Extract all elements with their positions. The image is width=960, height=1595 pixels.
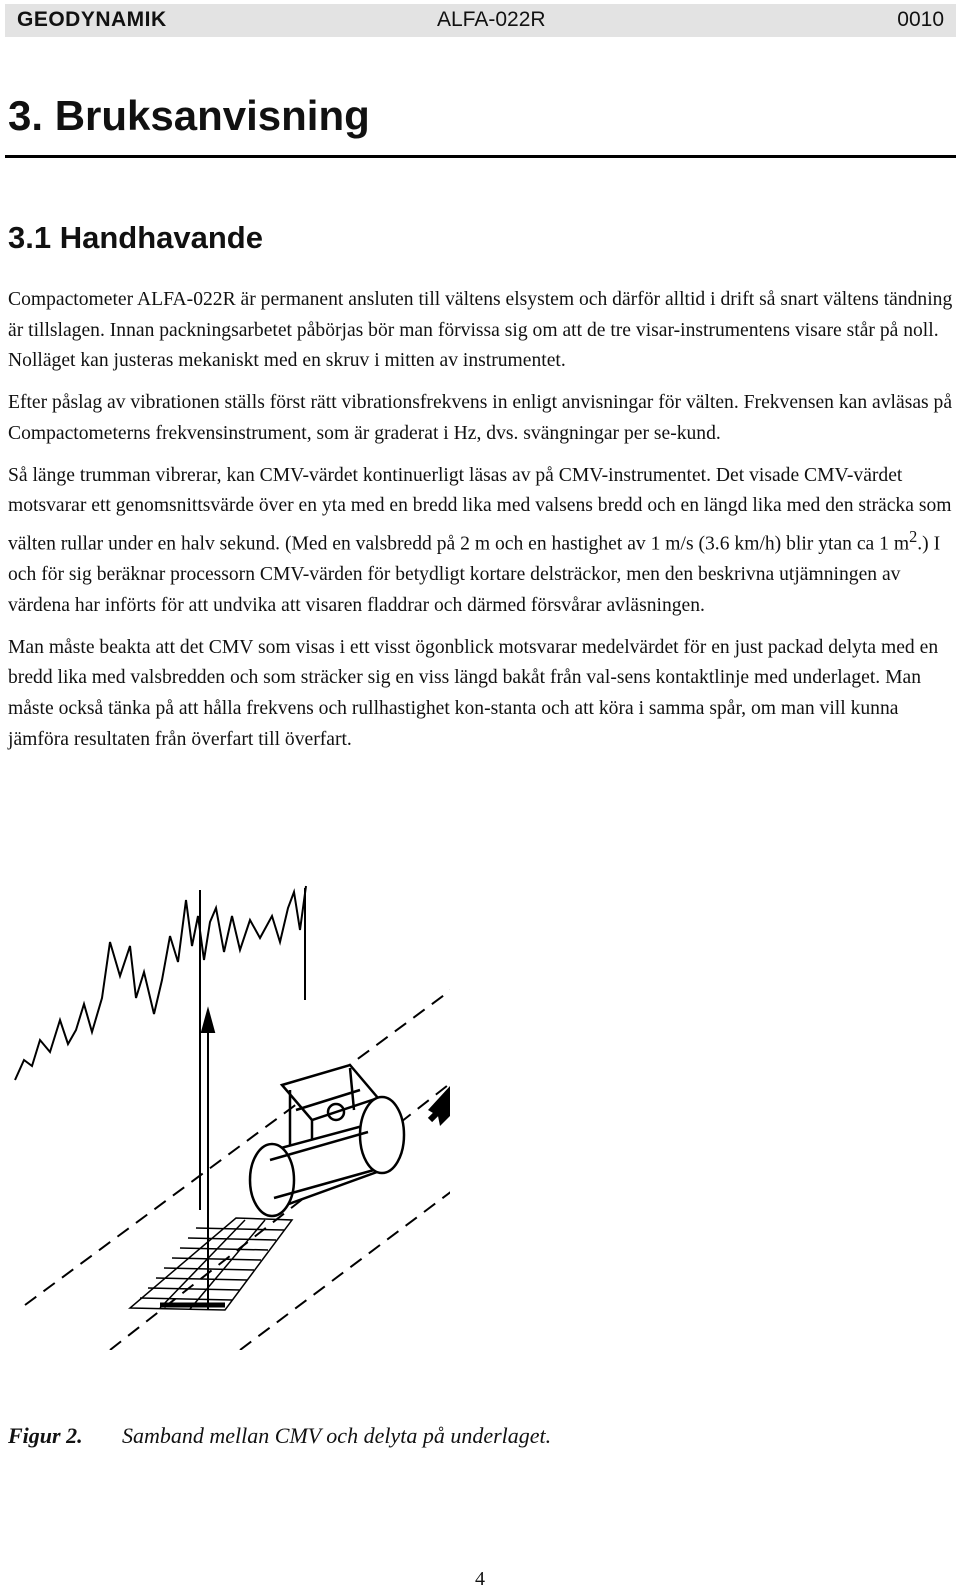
model-name: ALFA-022R	[437, 8, 546, 31]
section-title: 3.1 Handhavande	[8, 220, 263, 255]
page-number: 4	[475, 1568, 485, 1590]
company-name: GEODYNAMIK	[17, 8, 167, 31]
paragraph-3-part-1: Så länge trumman vibrerar, kan CMV-värdet kontinuerligt läsas av på CMV-instrumentet. Det visade CMV-värdet motsvarar ett genomsnittsvärde över en yta med en bredd lika med valsens bredd och en längd lika med den sträcka som välten rullar under en halv sekund. (Med en valsbredd på 2 m och en hastighet av 1 m/s (3.6 km/h) blir ytan ca 1 m	[8, 464, 952, 555]
chapter-divider	[5, 155, 956, 158]
figure-roller-illustration	[10, 880, 450, 1350]
cmv-arrow-head	[202, 1010, 214, 1032]
cmv-signal-trace	[15, 886, 306, 1080]
figure-caption	[8, 1423, 551, 1449]
paragraph-3-part-2: .) I och för sig beräknar processorn CMV-värden för betydligt kortare delsträckor, men den beskrivna utjämningen av värdena har införts för att undvika att visaren fladdrar och därmed försvårar avläsningen.	[8, 533, 941, 616]
figure-caption-text: Samband mellan CMV och delyta på underlaget.	[122, 1423, 552, 1448]
paragraph-3	[8, 461, 956, 622]
paragraph-2: Efter påslag av vibrationen ställs först rätt vibrationsfrekvens in enligt anvisningar för välten. Frekvensen kan avläsas på Compactometerns frekvensinstrument, som är graderat i Hz, dvs. svängningar per se-kund.	[8, 392, 953, 444]
page-header	[5, 4, 956, 37]
body-text	[8, 285, 956, 766]
paragraph-1: Compactometer ALFA-022R är permanent ansluten till vältens elsystem och därför alltid i drift så snart vältens tändning är tillslagen. Innan packningsarbetet påbörjas bör man förvissa sig om att de tre visar-instrumentens visare står på noll. Nolläget kan justeras mekaniskt med en skruv i mitten av instrumentet.	[8, 289, 953, 372]
chapter-title: 3. Bruksanvisning	[8, 92, 370, 139]
roller-compactor	[250, 1065, 404, 1216]
figure-label: Figur 2.	[8, 1423, 83, 1448]
superscript-2: 2	[909, 526, 918, 546]
compacted-strip	[130, 1218, 292, 1310]
document-number: 0010	[897, 8, 944, 31]
paragraph-4: Man måste beakta att det CMV som visas i ett visst ögonblick motsvarar medelvärdet för en just packad delyta med en bredd lika med valsbredden och som sträcker sig en viss längd bakåt från val-sens kontaktlinje med underlaget. Man måste också tänka på att hålla frekvens och rullhastighet kon-stanta och att köra i samma spår, om man vill kunna jämföra resultaten från överfart till överfart.	[8, 636, 939, 750]
